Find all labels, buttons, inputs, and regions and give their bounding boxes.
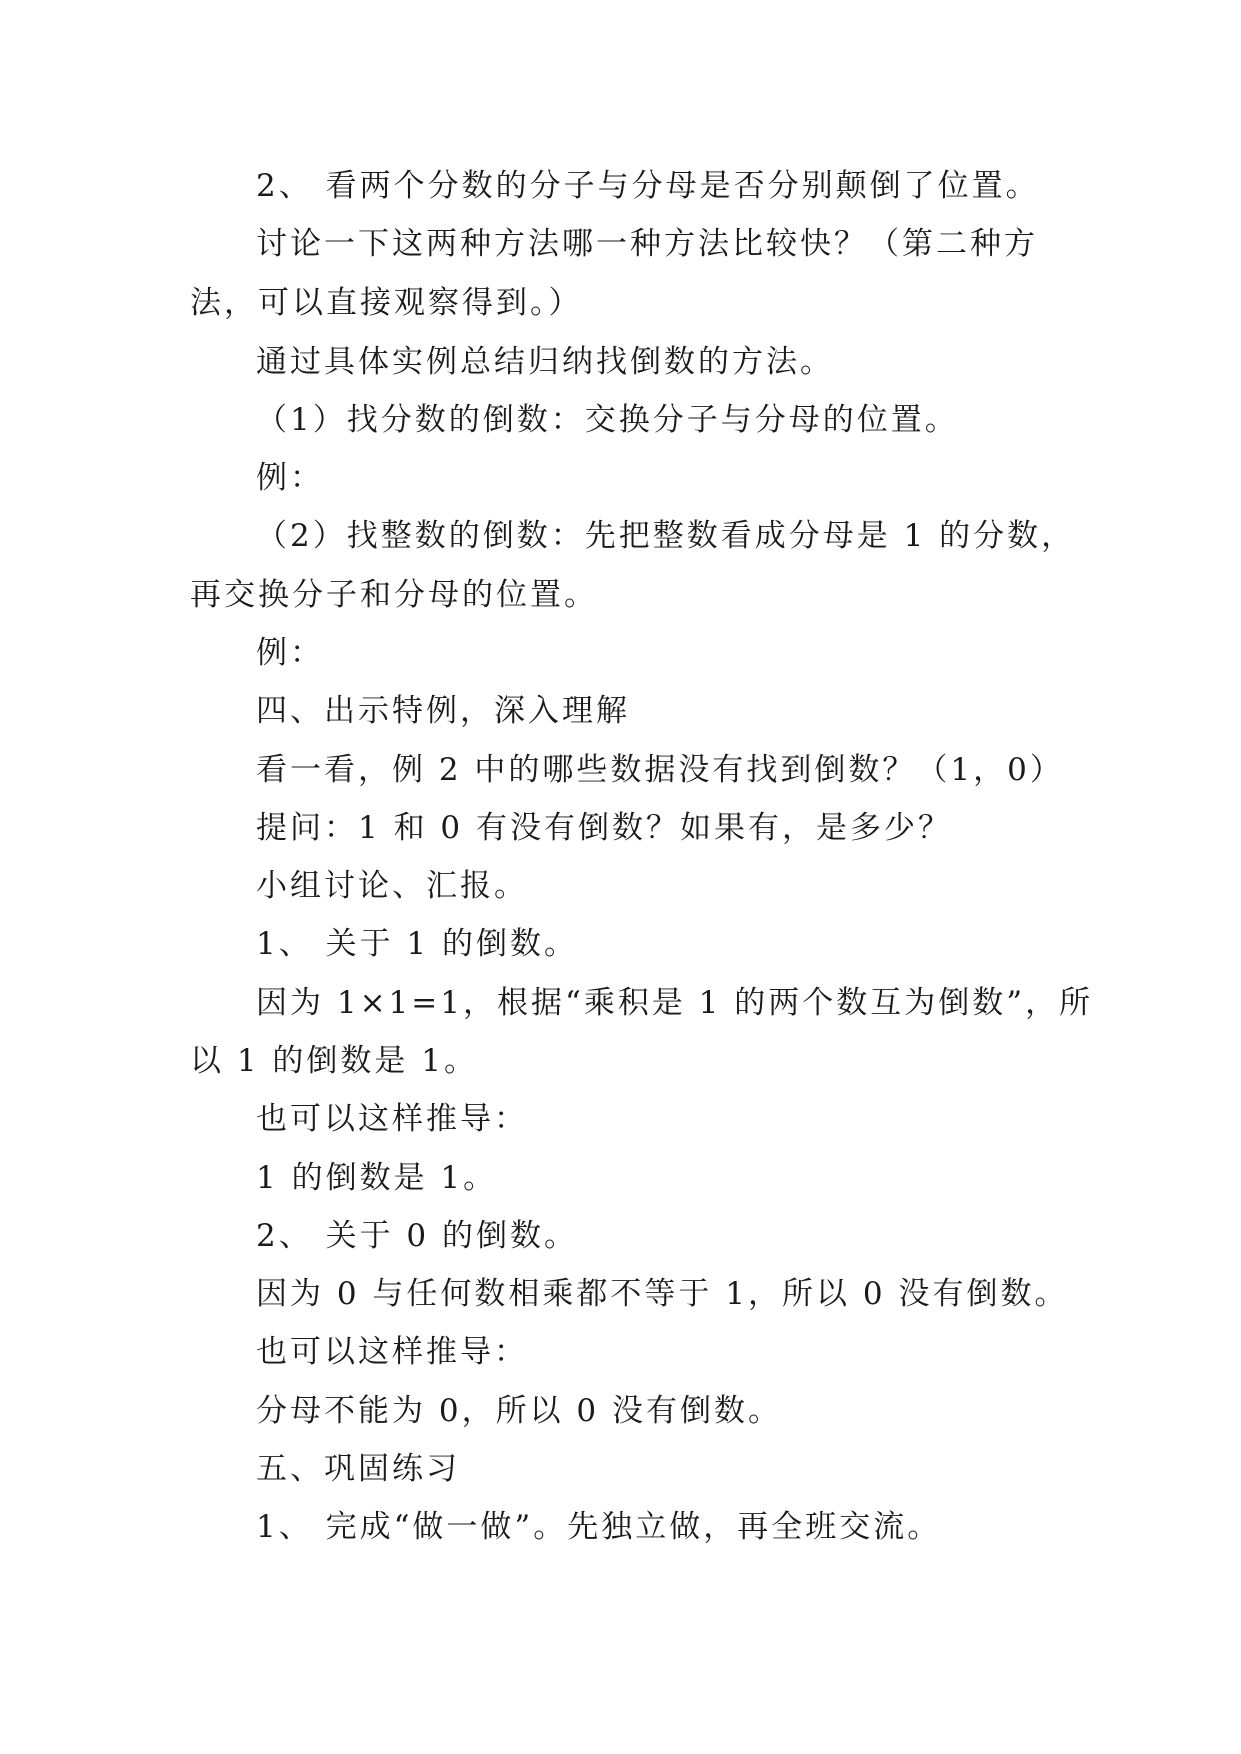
paragraph-line: 2、 看两个分数的分子与分母是否分别颠倒了位置。 bbox=[256, 168, 1040, 204]
paragraph-line: 分母不能为 0，所以 0 没有倒数。 bbox=[256, 1393, 783, 1429]
paragraph-line: 讨论一下这两种方法哪一种方法比较快？（第二种方 bbox=[256, 226, 1038, 262]
paragraph-line: 看一看，例 2 中的哪些数据没有找到倒数？（1，0） bbox=[256, 752, 1064, 788]
paragraph-line: 2、 关于 0 的倒数。 bbox=[256, 1218, 579, 1254]
paragraph-line: 提问：1 和 0 有没有倒数？如果有，是多少？ bbox=[256, 810, 953, 846]
paragraph-line: （2）找整数的倒数：先把整数看成分母是 1 的分数， bbox=[256, 518, 1076, 554]
section-heading: 五、巩固练习 bbox=[256, 1451, 460, 1487]
paragraph-line: 也可以这样推导： bbox=[256, 1334, 528, 1370]
section-heading: 四、出示特例，深入理解 bbox=[256, 693, 630, 729]
paragraph-line: 因为 1×1=1，根据“乘积是 1 的两个数互为倒数”，所 bbox=[256, 985, 1094, 1021]
paragraph-line: 因为 0 与任何数相乘都不等于 1，所以 0 没有倒数。 bbox=[256, 1276, 1069, 1312]
paragraph-line: 1、 完成“做一做”。先独立做，再全班交流。 bbox=[256, 1509, 942, 1545]
paragraph-line: 1、 关于 1 的倒数。 bbox=[256, 926, 579, 962]
paragraph-line: 以 1 的倒数是 1。 bbox=[190, 1043, 479, 1079]
paragraph-line: 1 的倒数是 1。 bbox=[256, 1160, 498, 1196]
paragraph-line: 法，可以直接观察得到。） bbox=[190, 285, 583, 321]
paragraph-line: （1）找分数的倒数：交换分子与分母的位置。 bbox=[256, 402, 959, 438]
paragraph-line: 再交换分子和分母的位置。 bbox=[190, 577, 598, 613]
paragraph-line: 小组讨论、汇报。 bbox=[256, 868, 528, 904]
paragraph-line: 例： bbox=[256, 460, 324, 496]
paragraph-line: 也可以这样推导： bbox=[256, 1101, 528, 1137]
paragraph-line: 通过具体实例总结归纳找倒数的方法。 bbox=[256, 344, 834, 380]
paragraph-line: 例： bbox=[256, 635, 324, 671]
